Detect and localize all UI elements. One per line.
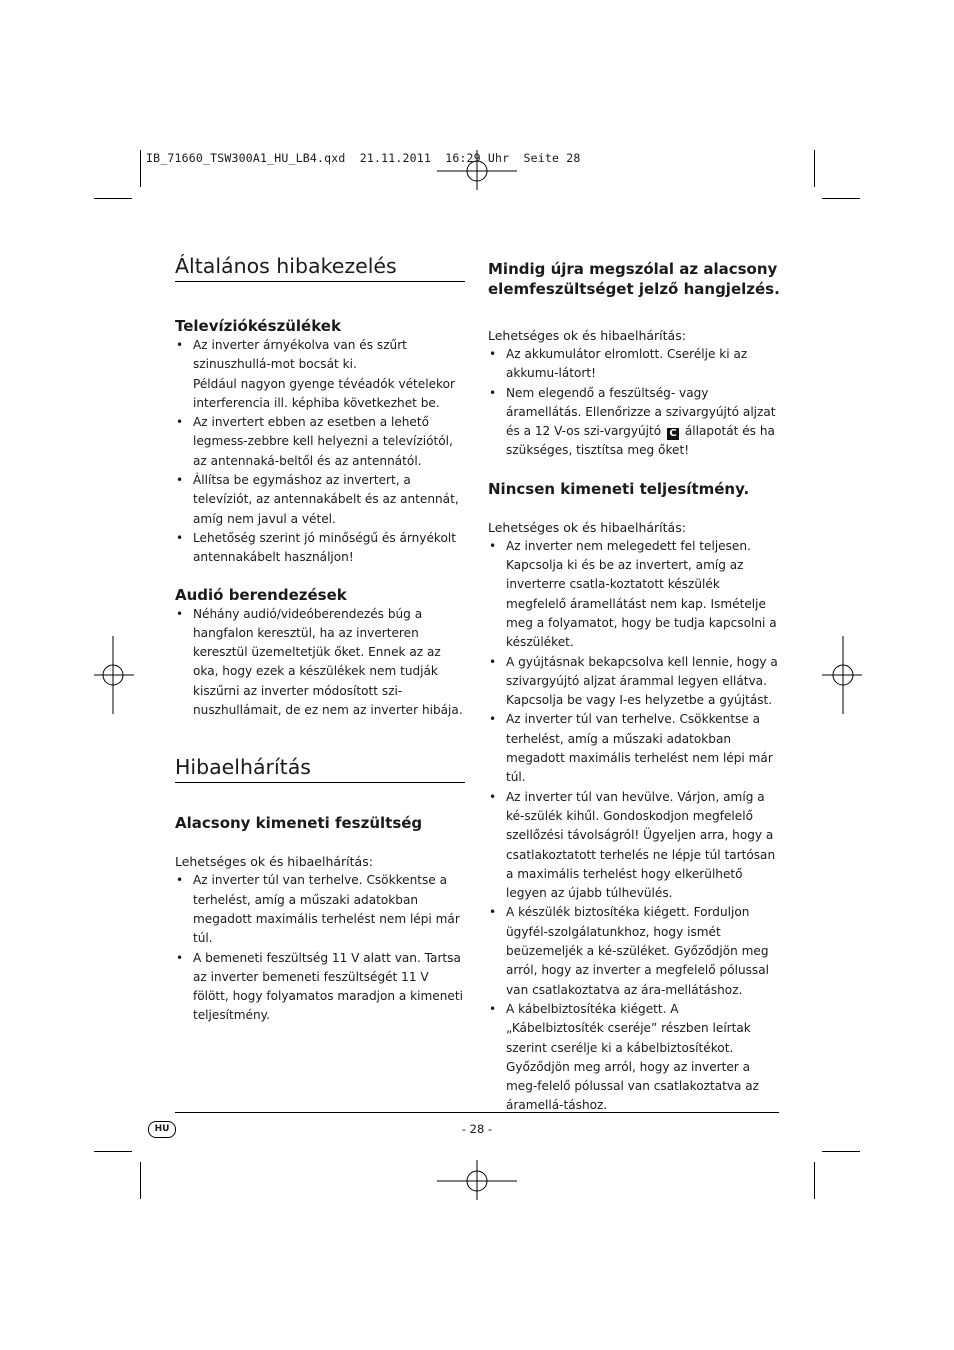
alarm-heading: Mindig újra megszólal az alacsony elemfeszültséget jelző hangjelzés.	[488, 260, 780, 298]
list-item: • A bemeneti feszültség 11 V alatt van. Tartsa az inverter bemeneti feszültségét 11 V fölött, hogy folyamatos maradjon a kimeneti teljesítmény.	[175, 949, 465, 1026]
crop-mark	[140, 150, 141, 187]
footer-rule	[175, 1112, 779, 1113]
list-item: • Az inverter nem melegedett fel teljesen. Kapcsolja ki és be az invertert, amíg az inverterre csatla-koztatott készülék megfelelő áramellátást nem kap. Ismételje meg a folyamatot, hogy be tudja kapcsolni a készüléket.	[488, 537, 780, 653]
list-item: • Az inverter túl van hevülve. Várjon, amíg a ké-szülék kihűl. Gondoskodjon megfelelő szellőzési távolságról! Ügyeljen arra, hogy a csatlakoztatott terhelés ne lépje túl tartósan a maximális terhelést hogy elkerülhető legyen az újabb túlhevülés.	[488, 788, 780, 904]
section-heading-general: Általános hibakezelés	[175, 253, 465, 282]
list-item: • A készülék biztosítéka kiégett. Forduljon ügyfél-szolgálatunkhoz, hogy ismét beüzemeljék a ké-szüléket. Győződjön meg arról, hogy az inverter a megfelelő pólussal van csatlakoztatva az ára-mellátáshoz.	[488, 903, 780, 999]
cause-label: Lehetséges ok és hibaelhárítás:	[488, 519, 686, 535]
list-item: • Nem elegendő a feszültség- vagy áramellátás. Ellenőrizze a szivargyújtó aljzat és a 12 V-os szi-vargyújtó C állapotát és ha szükséges, tisztítsa meg őket!	[488, 384, 780, 461]
crop-mark	[822, 198, 860, 199]
audio-heading: Audió berendezések	[175, 585, 347, 604]
alarm-list	[488, 345, 780, 461]
low-output-list	[175, 871, 465, 1025]
right-column	[488, 259, 780, 1116]
list-item: • Állítsa be egymáshoz az invertert, a televíziót, az antennakábelt és az antennát, amíg nem javul a vétel.	[175, 471, 465, 529]
list-item: • Az inverter túl van terhelve. Csökkentse a terhelést, amíg a műszaki adatokban megadott maximális terhelést nem lépi már túl.	[175, 871, 465, 948]
crop-mark	[814, 150, 815, 187]
language-badge: HU	[148, 1121, 176, 1138]
low-output-heading: Alacsony kimeneti feszültség	[175, 814, 423, 833]
section-heading-troubleshooting: Hibaelhárítás	[175, 754, 465, 783]
no-output-list	[488, 537, 780, 1116]
tv-list	[175, 336, 465, 568]
socket-c-icon: C	[667, 428, 679, 440]
list-item: • Az akkumulátor elromlott. Cserélje ki az akkumu-látort!	[488, 345, 780, 384]
tv-heading: Televíziókészülékek	[175, 317, 341, 335]
crop-mark	[822, 1151, 860, 1152]
cause-label: Lehetséges ok és hibaelhárítás:	[175, 854, 373, 870]
audio-list	[175, 605, 465, 721]
no-output-heading: Nincsen kimeneti teljesítmény.	[488, 479, 750, 498]
list-item: • Lehetőség szerint jó minőségű és árnyékolt antennakábelt használjon!	[175, 529, 465, 568]
crop-mark	[140, 1162, 141, 1199]
list-item: • A gyújtásnak bekapcsolva kell lennie, hogy a szivargyújtó aljzat árammal legyen ellátva. Kapcsolja be vagy I-es helyzetbe a gyújtást.	[488, 653, 780, 711]
registration-mark-left	[94, 636, 134, 714]
list-item: • A kábelbiztosítéka kiégett. A „Kábelbiztosíték cseréje” részben leírtak szerint cserélje ki a kábelbiztosítékot. Győződjön meg arról, hogy az inverter a meg-felelő pólussal van csatlakoztatva az áramellá-táshoz.	[488, 1000, 780, 1116]
list-item: • Az inverter árnyékolva van és szűrt szinuszhullá-mot bocsát ki. Például nagyon gyenge tévéadók vételekor interferencia ill. képhiba következhet be.	[175, 336, 465, 413]
list-item: • Az invertert ebben az esetben a lehető legmess-zebbre kell helyezni a televíziótól, az antennaká-beltől és az antennától.	[175, 413, 465, 471]
crop-mark	[814, 1162, 815, 1199]
page-number: - 28 -	[461, 1122, 493, 1136]
registration-mark-right	[822, 636, 862, 714]
list-item: • Néhány audió/videóberendezés búg a hangfalon keresztül, ha az inverteren keresztül üzemeltetjük őket. Ennek az az oka, hogy ezek a készülékek nem tudják kiszűrni az inverter módosított szi-nuszhullámait, de ez nem az inverter hibája.	[175, 605, 465, 721]
cause-label: Lehetséges ok és hibaelhárítás:	[488, 328, 686, 343]
crop-mark	[94, 198, 132, 199]
registration-mark-bottom	[437, 1160, 517, 1200]
left-column	[175, 253, 465, 1026]
crop-mark	[94, 1151, 132, 1152]
print-slug: IB_71660_TSW300A1_HU_LB4.qxd 21.11.2011 16:29 Uhr Seite 28	[146, 151, 581, 165]
list-item: • Az inverter túl van terhelve. Csökkentse a terhelést, amíg a műszaki adatokban megadott maximális terhelést nem lépi már túl.	[488, 710, 780, 787]
